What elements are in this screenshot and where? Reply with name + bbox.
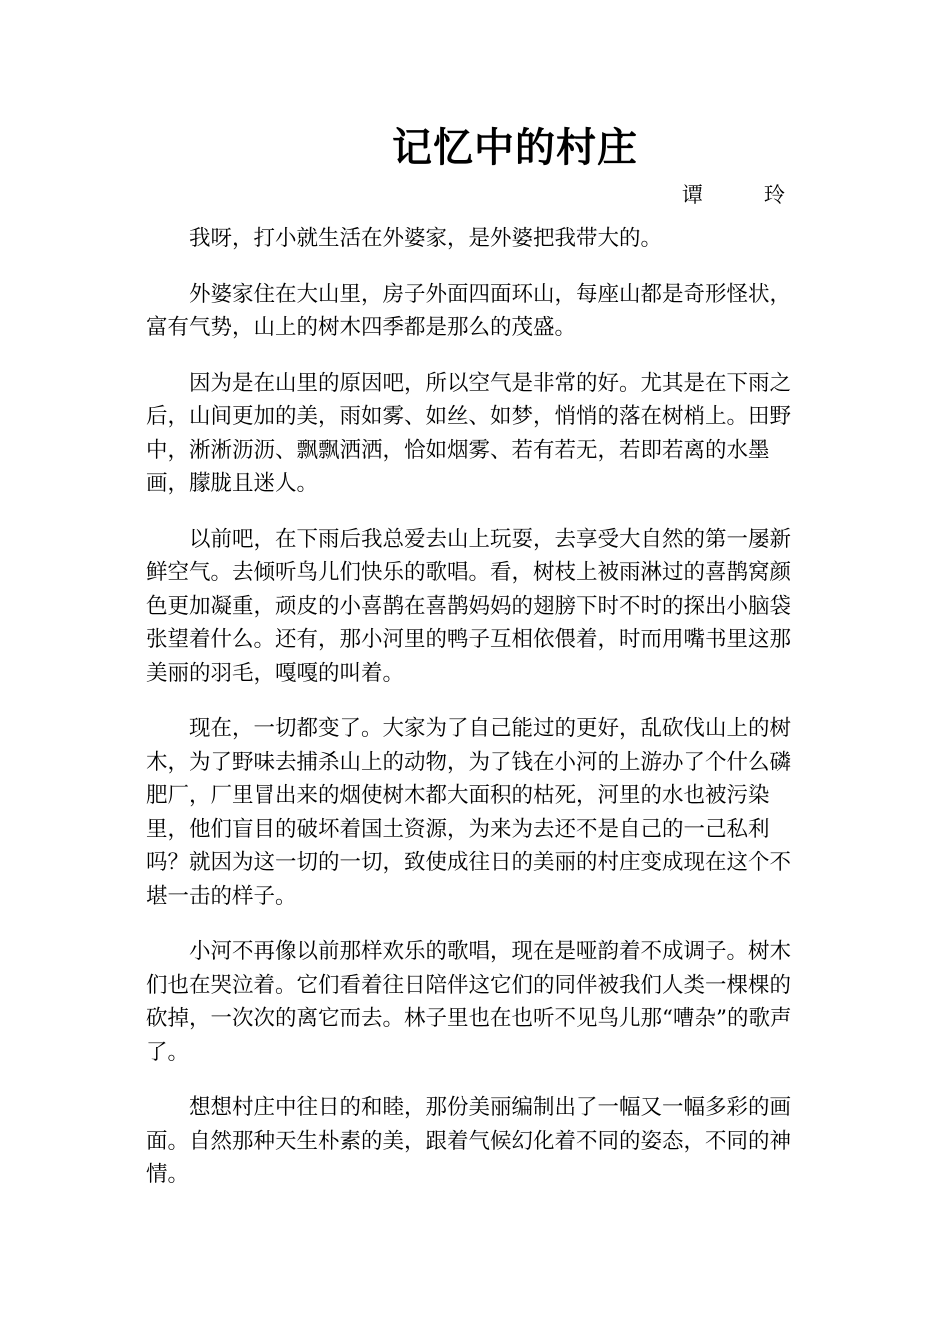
paragraph: 想想村庄中往日的和睦，那份美丽编制出了一幅又一幅多彩的画面。自然那种天生朴素的美，跟着气候幻化着不同的姿态，不同的神情。	[146, 1095, 792, 1187]
paragraph: 现在，一切都变了。大家为了自己能过的更好，乱砍伐山上的树木，为了野味去捕杀山上的动物，为了钱在小河的上游办了个什么磷肥厂，厂里冒出来的烟使树木都大面积的枯死，河里的水也被污染里，他们盲目的破坏着国土资源，为来为去还不是自己的一己私利吗？就因为这一切的一切，致使成往日的美丽的村庄变成现在这个不堪一击的样子。	[146, 716, 792, 909]
paragraph: 因为是在山里的原因吧，所以空气是非常的好。尤其是在下雨之后，山间更加的美，雨如雾、如丝、如梦，悄悄的落在树梢上。田野中，淅淅沥沥、飘飘洒洒，恰如烟雾、若有若无，若即若离的水墨画，朦胧且迷人。	[146, 370, 792, 496]
paragraph: 外婆家住在大山里，房子外面四面环山，每座山都是奇形怪状，富有气势，山上的树木四季都是那么的茂盛。	[146, 281, 792, 340]
document-title: 记忆中的村庄	[392, 125, 638, 171]
paragraph: 我呀，打小就生活在外婆家，是外婆把我带大的。	[189, 226, 663, 251]
author-name: 谭 玲	[682, 183, 805, 207]
article-body	[146, 222, 806, 1214]
paragraph: 小河不再像以前那样欢乐的歌唱，现在是哑韵着不成调子。树木们也在哭泣着。它们看着往日陪伴这它们的同伴被我们人类一棵棵的砍掉，一次次的离它而去。林子里也在也听不见鸟儿那“嘈杂”的歌声了。	[146, 939, 792, 1065]
paragraph: 以前吧，在下雨后我总爱去山上玩耍，去享受大自然的第一屡新鲜空气。去倾听鸟儿们快乐的歌唱。看，树枝上被雨淋过的喜鹊窝颜色更加凝重，顽皮的小喜鹊在喜鹊妈妈的翅膀下时不时的探出小脑袋张望着什么。还有，那小河里的鸭子互相依偎着，时而用嘴书里这那美丽的羽毛，嘎嘎的叫着。	[146, 526, 792, 686]
